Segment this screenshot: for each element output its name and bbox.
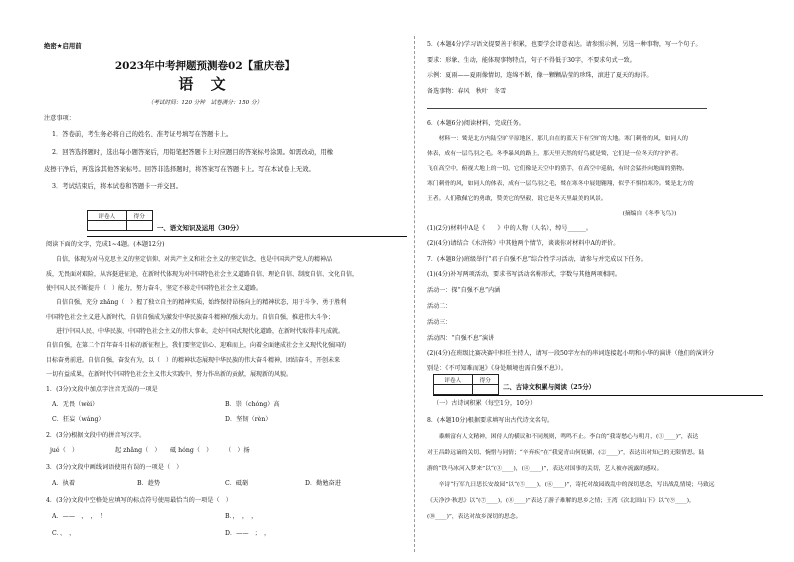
q3-option-d[interactable]: D．勤勉奋进	[305, 480, 341, 487]
passage-line: 自信自强，在第二个百年奋斗目标的新征程上，我们要坚定信心、迎难而上，向着全面建成社会主义现代化强国的	[46, 342, 347, 349]
column-divider	[414, 36, 415, 552]
q6-material-line: 寒门刺骨的风，如同人的体表，成有一层鸟羽之毛，鹫在寒冬中展翅翱翔，似乎不惧怕寒冷。鹫是北方的	[427, 181, 694, 187]
question-3: 3．(3分)文段中画线词语使用有误的一项是（ ）	[46, 464, 183, 471]
section-rule	[433, 395, 763, 396]
notice-item: 3．考试结束后，将本试卷和答题卡一并交回。	[52, 183, 182, 190]
q7-line: (1)(4分)补写两项活动，要求书写活动名称形式，字数与其他两项相同。	[427, 271, 621, 278]
q6-task-1: (1)(2分)材料中A是《 》中的人物（人名），绰号______。	[427, 225, 592, 232]
right-column	[421, 0, 794, 562]
q6-task-2: (2)(4分)请结合《水浒传》中其他两个情节，谈谈你对材料中A的评价。	[427, 240, 620, 247]
passage-line: 中国特色社会主义进入新时代，自信自强成为激发中华民族奋斗精神的强大动力。自信自强，推进伟大斗争；	[46, 314, 335, 321]
section1-title: 一、语文知识及运用（30分）	[157, 224, 243, 232]
q4-option-c[interactable]: C．、 ，	[52, 530, 76, 537]
passage-line: 自信，体现为对马克思主义的坚定信仰、对共产主义和社会主义的坚定信念，也是中国共产党人的精神品	[56, 256, 333, 263]
score-cell[interactable]	[126, 221, 152, 231]
q6-material-line: 体表，成有一层鸟羽之毛。冬季暴风的路上，那天里天然的好鸟就是鹫，它们是一位冬天的守护者。	[427, 151, 683, 157]
section-rule	[87, 236, 407, 237]
activity-1: 活动一：探“自强不息”内涵	[427, 287, 501, 294]
q2-blank[interactable]: （ ）扬	[225, 447, 250, 454]
q6-material-line: 飞在高空中，俯视大地上的一切，它们像是天空中的猎手，在高空中巡航，有时会猛扑向地面的猎物。	[427, 166, 688, 172]
q8-line: 8．(本题10分)根据要求填写出古代诗文名句。	[427, 417, 554, 424]
notice-item: 1．答卷前，考生务必将自己的姓名、准考证号填写在答题卡上。	[52, 131, 233, 138]
q5-line: 要求：形象、生动，能体现事物特点，句子不得低于30字，不要求句式一致。	[427, 57, 636, 64]
q1-option-a[interactable]: A．无畏（wèi）	[52, 401, 99, 408]
q7-line: 7．(本题8分)班级举行“君子自强不息”综合性学习活动，请参与并完成以下任务。	[427, 256, 647, 263]
score-cell[interactable]	[472, 385, 498, 395]
passage-line: 一切有益成果，在新时代中国特色社会主义伟大实践中，努力作出新的贡献，展现新的风貌。	[46, 371, 293, 378]
q8-line: 黍颇富有人文精神，困侍人的横议和不同规则，鸣鸣不止。李白的“我寄愁心与明月，(①____)”，表达	[427, 434, 699, 440]
score-box-2	[433, 374, 499, 395]
sub-section-1: （一）古诗词积累（每空1分，10分）	[433, 400, 537, 407]
q2-blank[interactable]: 砥 hóng（ ）	[170, 447, 213, 454]
score-label: 得分	[126, 211, 152, 221]
question-2: 2．(3分)根据文段中的拼音写汉字。	[46, 432, 146, 439]
passage-line: 使中国人民不断提升（ ）能力，努力奋斗，坚定不移走中国特色社会主义道路。	[46, 285, 263, 292]
notice-title: 注意事项：	[44, 115, 75, 122]
passage-line: 目标奋勇前进。自信自强，奋发有为，以（ ）的精神状态展现中华民族的伟大奋斗精神，团结奋斗，开创未来	[46, 357, 341, 364]
q3-option-b[interactable]: B．趁势	[137, 480, 161, 487]
q4-option-b[interactable]: B．， ， ，	[225, 513, 258, 520]
activity-2[interactable]: 活动二：	[427, 303, 452, 310]
q8-line: 《天净沙·秋思》以“(⑦____)，(⑧____)”表达了游子难解的思乡之情；王湾《次北固山下》以“(⑨____)，	[427, 498, 695, 504]
q2-blank[interactable]: jué（ ）	[50, 447, 79, 454]
q4-option-a[interactable]: A．—— ， ， ！	[52, 513, 106, 520]
subject-title: 语 文	[178, 75, 232, 93]
reviewer-label: 评卷人	[434, 375, 473, 385]
reviewer-cell[interactable]	[434, 385, 473, 395]
exam-title: 2023年中考押题预测卷02【重庆卷】	[114, 60, 296, 72]
passage-line: 进行中国人民、中华民族、中国特色社会主义的伟大事业，走好中国式现代化道路，在新时代取得非凡成就。	[56, 328, 345, 335]
notice-item: 2．回答选择题时，选出每小题答案后，用铅笔把答题卡上对应题目的答案标号涂黑。如需改动，用橡	[52, 149, 334, 156]
q8-line: 辛诗“行军九日思长安故园”以“(⑤____)，(⑥____)”，寄托对故园战乱中的深切思念，写出战乱情境；马致远	[427, 482, 715, 488]
q8-line: 对王昌龄远谪的关切、惋惜与同情；“辛弃疾”在“我觉青山何妩媚，(②____)”，表达出对知己的无限情思。陆	[427, 450, 705, 456]
q3-option-a[interactable]: A．执着	[52, 480, 76, 487]
score-label: 得分	[472, 375, 498, 385]
q5-line: 示例：夏雨——夏雨像情切，连绵不断，像一颗颗晶莹的珍珠，滚进了夏天的海洋。	[427, 72, 653, 79]
section2-title: 二、古诗文积累与阅读（25分）	[503, 383, 595, 391]
q6-material-line: 王者。人们敬佩它的勇敢，赞美它的坚毅，说它是冬天里最美的风景。	[427, 196, 607, 202]
q7-line: (2)(4分)在班级比赛决赛中担任主持人，请写一段50字左右的串词连接起小明和小华的演讲（他们的演讲分	[427, 350, 715, 357]
secret-label: 绝密★启用前	[44, 42, 82, 50]
q1-option-c[interactable]: C．狂妄（wáng）	[52, 416, 105, 423]
passage-line: 质，无畏面对艰险，从容挺进征途，在新时代体现为对中国特色社会主义道路自信、理论自信、制度自信、文化自信，	[46, 271, 359, 278]
section1-intro: 阅读下面的文字，完成1~4题。(本题12分)	[46, 241, 165, 248]
q5-line: 5．(本题4分)学习语文提要善于积累，也要学会诗意表达。请参照示例，另选一种事物，写一个句子。	[427, 41, 702, 48]
score-box	[87, 210, 153, 231]
q6-material-line: 材料一：鹫是北方内陆空旷平原地区，那儿自在的蓝天下有空旷的大地。寒门刺骨的风，如同人的	[427, 136, 688, 142]
q6-source: (摘编自《冬季飞鸟》)	[611, 211, 677, 217]
question-1: 1．(3分)文段中加点字注音无误的一项是	[46, 386, 158, 393]
q1-option-d[interactable]: D．坚韧（rèn）	[225, 416, 272, 423]
q8-line: 游的“铁马冰河入梦来”以“(③____)，(④____)”，表达对国事的关切，艺人被亦流露的感叹。	[427, 466, 663, 472]
q7-line: 别是：《不可知难而退》《身处顺境也需自强不息》）。	[427, 365, 568, 372]
q6-intro: 6．(本题6分)阅读材料，完成任务。	[427, 120, 525, 127]
q5-line: 备选事物：春风 秋叶 冬雪	[427, 88, 507, 95]
reviewer-label: 评卷人	[88, 211, 127, 221]
q5-answer-line[interactable]	[427, 108, 707, 109]
q3-option-c[interactable]: C．砥砺	[225, 480, 249, 487]
q8-line: (⑩____)”，表达对故乡深切的思念。	[427, 514, 522, 520]
q1-option-b[interactable]: B．崇（chóng）高	[225, 401, 280, 408]
reviewer-cell[interactable]	[88, 221, 127, 231]
activity-3[interactable]: 活动三：	[427, 319, 452, 326]
notice-item: 皮擦干净后，再选涂其他答案标号。回答非选择题时，将答案写在答题卡上。写在本试卷上无效。	[44, 166, 315, 173]
question-4: 4．(3分)文段中空格处应填写的标点符号使用最恰当的一项是（ ）	[46, 497, 232, 504]
activity-4: 活动四：“自强不息”演讲	[427, 335, 495, 342]
passage-line: 自信自强，充分 zhǎng（ ）握了独立自主的精神实质，始终保持昂扬向上的精神状态，用于斗争、勇于胜利	[56, 299, 347, 306]
q2-blank[interactable]: 起 zhǎng（ ）	[115, 447, 161, 454]
q4-option-d[interactable]: D．—— ； ，	[225, 530, 271, 537]
exam-meta: （考试时间：120 分钟 试卷满分：150 分）	[147, 100, 263, 106]
